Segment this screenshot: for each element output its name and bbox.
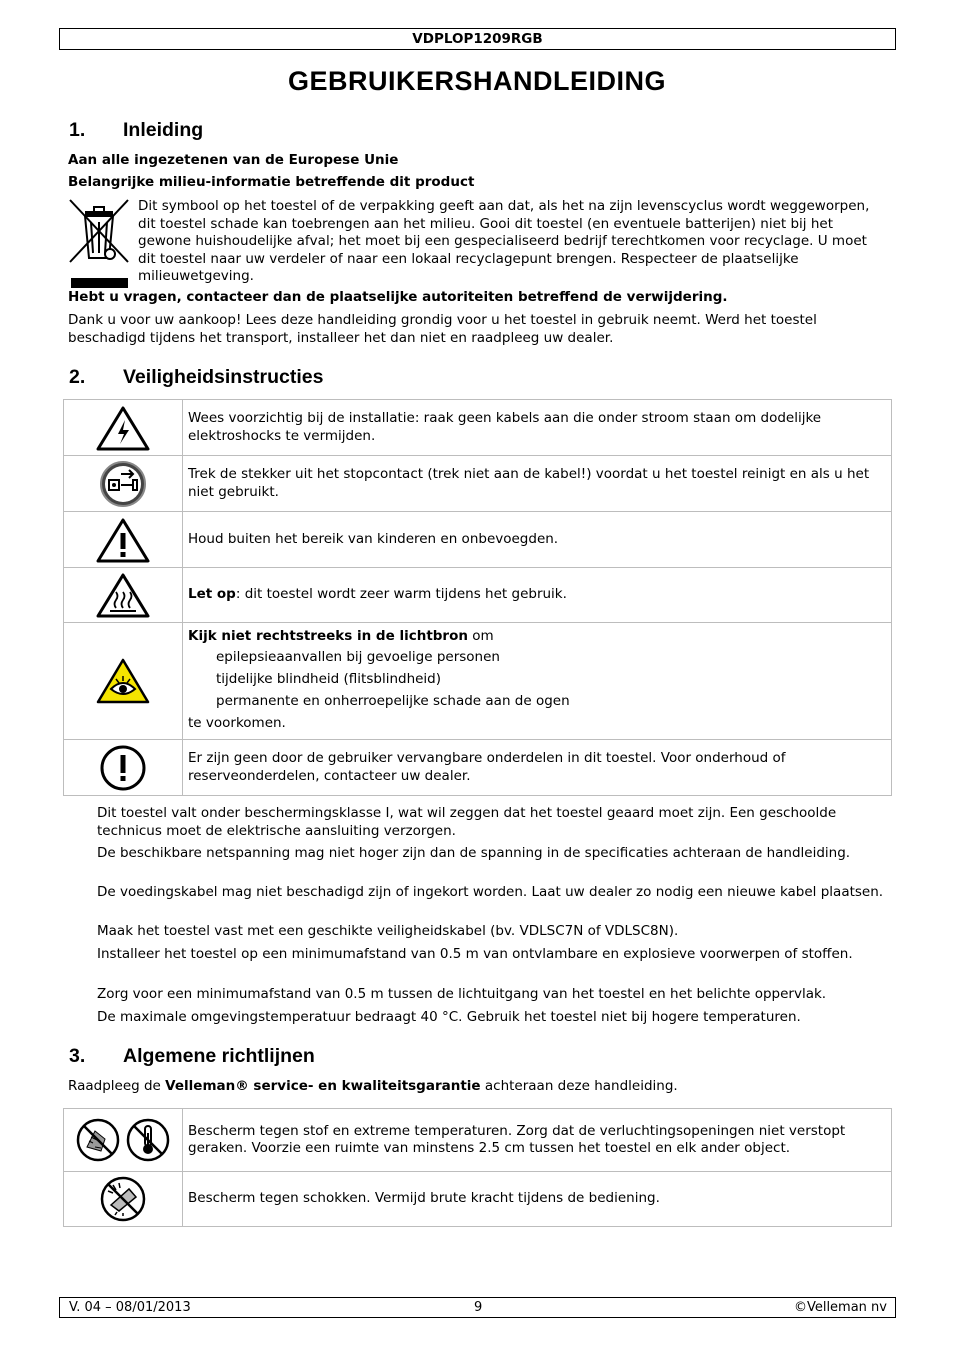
- weee-bin-icon: [68, 198, 130, 290]
- safety-text: [183, 568, 892, 623]
- section-number: 2.: [69, 366, 86, 388]
- thanks-paragraph: Dank u voor uw aankoop! Lees deze handleiding grondig voor u het toestel in gebruik neemt. Werd het toestel beschadigd tijdens het transport, installeer het dan niet en raadpleeg uw dealer.: [68, 312, 817, 346]
- guideline-row: [64, 1172, 892, 1227]
- weee-text: Dit symbool op het toestel of de verpakking geeft aan dat, als het na zijn levenscyclus wordt weggeworpen, dit toestel schade kan toebrengen aan het milieu. Gooi dit toestel (en eventuele batterijen) niet bij het gewone huishoudelijke afval; het moet bij een gespecialiseerd bedrijf terechtkomen voor recyclage. U moet dit toestel naar uw verdeler of naar een lokaal recyclagepunt brengen. Respecteer de plaatselijke milieuwetgeving.: [138, 198, 870, 284]
- safety-row: [64, 512, 892, 568]
- eu-line: Aan alle ingezetenen van de Europese Unie: [68, 152, 399, 168]
- guarantee-line: [68, 1078, 888, 1096]
- section-title: Inleiding: [123, 119, 204, 141]
- shock-icon: [64, 1172, 183, 1227]
- safety-paragraph: De beschikbare netspanning mag niet hoger zijn dan de spanning in de specificaties achteraan de handleiding.: [97, 845, 851, 861]
- footer-copyright: ©Velleman nv: [793, 1300, 887, 1315]
- safety-paragraph: Zorg voor een minimumafstand van 0.5 m tussen de lichtuitgang van het toestel en het belichte oppervlak.: [97, 986, 827, 1002]
- safety-text: Trek de stekker uit het stopcontact (trek niet aan de kabel!) voordat u het toestel reinigt en als u het niet gebruikt.: [183, 456, 892, 512]
- section-3-heading: [69, 1045, 315, 1068]
- high-voltage-icon: [64, 400, 183, 456]
- guarantee-prefix: Raadpleeg de: [68, 1078, 166, 1094]
- safety-paragraph: Dit toestel valt onder beschermingsklasse I, wat wil zeggen dat het toestel geaard moet zijn. Een geschoolde technicus moet de elektrische aansluiting verzorgen.: [97, 805, 837, 839]
- list-item: epilepsieaanvallen bij gevoelige personen: [216, 648, 500, 665]
- footer: [59, 1297, 896, 1318]
- page-number: 9: [474, 1300, 483, 1315]
- hot-surface-icon: [64, 568, 183, 623]
- safety-text: Wees voorzichtig bij de installatie: raak geen kabels aan die onder stroom staan om dodelijke elektroshocks te vermijden.: [183, 400, 892, 456]
- attention-icon: [64, 740, 183, 796]
- safety-paragraph: De maximale omgevingstemperatuur bedraagt 40 °C. Gebruik het toestel niet bij hogere temperaturen.: [97, 1009, 801, 1025]
- bold-label: Kijk niet rechtstreeks in de lichtbron: [188, 628, 468, 645]
- safety-paragraph: De voedingskabel mag niet beschadigd zijn of ingekort worden. Laat uw dealer zo nodig een nieuwe kabel plaatsen.: [97, 884, 884, 900]
- eye-safety-lead: [188, 628, 885, 646]
- guarantee-suffix: achteraan deze handleiding.: [480, 1078, 678, 1094]
- header-model: VDPLOP1209RGB: [59, 28, 896, 50]
- bold-label: Let op: [188, 586, 236, 603]
- footer-version: V. 04 – 08/01/2013: [69, 1300, 191, 1315]
- guideline-text: Bescherm tegen stof en extreme temperaturen. Zorg dat de verluchtingsopeningen niet verstopt geraken. Voorzie een ruimte van minstens 2.5 cm tussen het toestel en elk ander object.: [183, 1109, 892, 1172]
- page-title: GEBRUIKERSHANDLEIDING: [287, 66, 667, 96]
- list-item: permanente en onherroepelijke schade aan de ogen: [216, 692, 570, 709]
- safety-row: [64, 623, 892, 740]
- guideline-row: [64, 1109, 892, 1172]
- section-1-heading: [69, 119, 203, 142]
- guarantee-bold: Velleman® service- en kwaliteitsgarantie: [165, 1078, 481, 1094]
- safety-text: Er zijn geen door de gebruiker vervangbare onderdelen in dit toestel. Voor onderhoud of reserveonderdelen, contacteer uw dealer.: [183, 740, 892, 796]
- safety-row: [64, 400, 892, 456]
- safety-row: [64, 456, 892, 512]
- guidelines-table: [63, 1108, 892, 1227]
- dust-icon: [75, 1132, 125, 1148]
- section-2-heading: [69, 366, 323, 389]
- eye-safety-cell: [183, 623, 892, 740]
- safety-row: [64, 740, 892, 796]
- section-title: Veiligheidsinstructies: [123, 366, 324, 388]
- guideline-text: Bescherm tegen schokken. Vermijd brute kracht tijdens de bediening.: [183, 1172, 892, 1227]
- env-line: Belangrijke milieu-informatie betreffende dit product: [68, 174, 475, 190]
- eye-safety-end: te voorkomen.: [188, 714, 286, 731]
- temperature-icon: [125, 1132, 171, 1148]
- safety-text: Houd buiten het bereik van kinderen en onbevoegden.: [183, 512, 892, 568]
- section-number: 3.: [69, 1045, 86, 1067]
- section-title: Algemene richtlijnen: [123, 1045, 315, 1067]
- list-item: tijdelijke blindheid (flitsblindheid): [216, 670, 442, 687]
- questions-line: Hebt u vragen, contacteer dan de plaatselijke autoriteiten betreffend de verwijdering.: [68, 289, 728, 305]
- section-number: 1.: [69, 119, 86, 141]
- warning-icon: [64, 512, 183, 568]
- safety-paragraph: Maak het toestel vast met een geschikte veiligheidskabel (bv. VDLSC7N of VDLSC8N).: [97, 923, 679, 939]
- guideline-icons: [64, 1109, 183, 1172]
- safety-paragraph: Installeer het toestel op een minimumafstand van 0.5 m van ontvlambare en explosieve voorwerpen of stoffen.: [97, 946, 853, 962]
- safety-text-rest: : dit toestel wordt zeer warm tijdens het gebruik.: [235, 586, 567, 603]
- safety-table: [63, 399, 892, 796]
- safety-text-rest: om: [467, 628, 494, 645]
- safety-row: [64, 568, 892, 623]
- eye-hazard-icon: [64, 623, 183, 740]
- unplug-icon: [64, 456, 183, 512]
